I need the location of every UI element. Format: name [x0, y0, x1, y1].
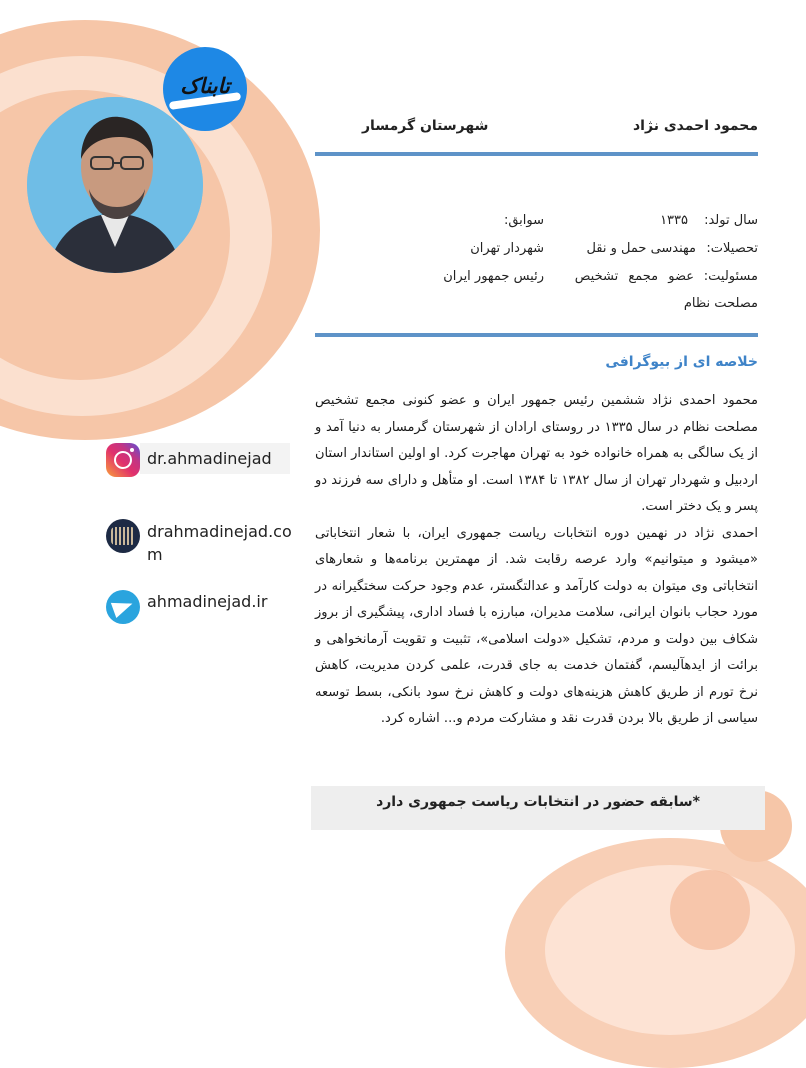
website-icon[interactable] — [106, 519, 140, 553]
bio-paragraph-1: محمود احمدی نژاد ششمین رئیس جمهور ایران و عضو کنونی مجمع تشخیص مصلحت نظام در سال ۱۳۳۵ در روستای ارادان از شهرستان گرمسار به دنیا آمد و از یک سالگی به همراه خانواده خود به تهران مهاجرت کرد. او اولین استاندار استان اردبیل و شهردار تهران از سال ۱۳۸۲ تا ۱۳۸۴ است. او متأهل و دارای سه فرزند دو پسر و یک دختر است. — [315, 393, 758, 514]
responsibility-label: مسئولیت: — [703, 269, 758, 284]
responsibility-value-cont: مصلحت نظام — [683, 296, 758, 311]
instagram-handle[interactable]: dr.ahmadinejad — [147, 449, 272, 468]
education-value: مهندسی حمل و نقل — [586, 241, 696, 256]
bio-title: خلاصه ای از بیوگرافی — [605, 354, 758, 370]
telegram-plane-icon — [111, 596, 135, 618]
header-divider — [315, 152, 758, 156]
website-emblem-icon — [111, 527, 135, 545]
records-label: سوابق: — [503, 213, 544, 228]
election-note: *سابقه حضور در انتخابات ریاست جمهوری دارد — [376, 794, 700, 810]
city-name: شهرستان گرمسار — [362, 118, 489, 134]
responsibility-value: عضو مجمع تشخیص — [574, 269, 694, 284]
logo-text: تابناک — [180, 73, 230, 98]
record-president: رئیس جمهور ایران — [443, 269, 544, 284]
telegram-icon[interactable] — [106, 590, 140, 624]
website-url-line2[interactable]: m — [147, 545, 163, 564]
birth-year: ۱۳۳۵ — [660, 213, 688, 228]
website-url-line1[interactable]: drahmadinejad.co — [147, 522, 292, 541]
telegram-handle[interactable]: ahmadinejad.ir — [147, 592, 268, 611]
instagram-dot-icon — [130, 448, 134, 452]
record-mayor: شهردار تهران — [470, 241, 544, 256]
person-portrait-icon — [27, 97, 203, 273]
decor-ring-bottom-right — [545, 865, 795, 1035]
education-label: تحصیلات: — [706, 241, 758, 256]
bio-paragraph-2: احمدی نژاد در نهمین دوره انتخابات ریاست جمهوری ایران، با شعار انتخاباتی «میشود و میتوانیم» وارد عرصه رقابت شد. از مهمترین برنامه‌ها و شعارهای انتخاباتی وی میتوان به دولت کارآمد و عدالتگستر، عدم وجود حرکت سختگیرانه در مورد حجاب بانوان ایرانی، سلامت مدیران، مبارزه با فساد اداری، پیشگیری از بروز شکاف بین دولت و مردم، تشکیل «دولت اسلامی»، تثبیت و تقویت آرمانخواهی و برائت از ایدهآلیسم، گفتمان خدمت به جای قدرت، علمی کردن مدیریت، کاهش نرخ تورم از طریق کاهش هزینه‌های دولت و کاهش نرخ سود بانکی، بسط توسعه سیاسی از طریق بالا بردن قدرت نقد و مشارکت مردم و... اشاره کرد. — [315, 525, 758, 726]
portrait-photo — [27, 97, 203, 273]
tabnak-logo — [163, 47, 247, 131]
birth-label: سال تولد: — [704, 213, 758, 228]
person-name: محمود احمدی نژاد — [633, 118, 758, 134]
bio-text — [315, 388, 758, 733]
info-divider — [315, 333, 758, 337]
decor-dot-medium — [670, 870, 750, 950]
instagram-lens-icon — [114, 451, 132, 469]
instagram-icon[interactable] — [106, 443, 140, 477]
election-note-box — [311, 786, 765, 830]
